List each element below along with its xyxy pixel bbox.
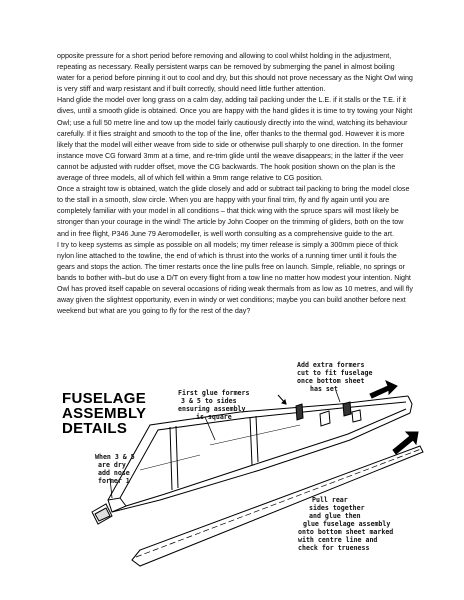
note-formers-line-1: Add extra formers xyxy=(297,361,365,369)
fuselage-side-assembly xyxy=(108,396,412,512)
paragraph-hand-glide: Hand glide the model over long grass on a calm day, adding tail packing under the L.E. if it stalls or the T.E. if it dives, until a smooth glide is obtained. Once you are happy with the hand glides it is time to try towing your Night Owl; use a full 50 metre line and tow up the model fairly cautiously directly into the wind, watching its behaviour carefully. If it flies straight and smooth to the top of the line, offer thanks to the thermal god. However it is more likely that the model will either weave from side to side or otherwise pull sharply to one direction. In the former instance move CG forward 3mm at a time, and re-trim glide until the weave disappears; in the latter if the veer cannot be adjusted with rudder offset, move the CG backwards. The hook position shown on the plan is the average of three models, all of which fell within a 9mm range relative to CG position. xyxy=(57,96,413,183)
note-nose-line-1: When 3 & 5 xyxy=(95,453,135,461)
note-pull-rear-line-7: check for trueness xyxy=(298,544,370,552)
note-first-glue-line-1: First glue formers xyxy=(178,389,250,397)
figure-title-line-1: FUSELAGE xyxy=(62,390,147,407)
note-formers-line-2: cut to fit fuselage xyxy=(297,369,373,377)
note-first-glue-line-4: is square xyxy=(196,413,232,421)
note-nose-line-3: add nose xyxy=(98,469,130,477)
paragraph-timer: I try to keep systems as simple as possible on all models; my timer release is simply a 300mm piece of thick nylon line attached to the towline, the end of which is thrust into the works of a running timer until it fouls the gears and stops the action. The timer restarts once the line pulls free on launch. Simple, reliable, no springs or bands to bother with–but do use a D/T on every flight from a tow line no matter how modest your intention. Night Owl has proved itself capable on several occasions of riding weak thermals from as low as 10 metres, and will fly away given the slightest opportunity, even in windy or wet conditions; maybe you can build another before next weekend but what are you going to fly for the rest of the day? xyxy=(57,240,413,316)
note-add-formers xyxy=(297,361,372,393)
note-pull-rear-line-1: Pull rear xyxy=(312,496,348,504)
note-first-glue-line-2: 3 & 5 to sides xyxy=(181,397,237,405)
note-pull-rear xyxy=(298,496,393,552)
nose-former xyxy=(92,504,112,524)
note-nose xyxy=(95,453,135,485)
note-pull-rear-line-5: onto bottom sheet marked xyxy=(298,528,394,536)
note-pull-rear-line-2: sides together xyxy=(309,504,365,512)
note-formers-line-3: once bottom sheet xyxy=(297,377,365,385)
paragraph-straight-tow: Once a straight tow is obtained, watch the glide closely and add or subtract tail packing to bring the model close to the stall in a smooth, slow circle. When you are happy with your final trim, fly and fly again until you are completely familiar with your model in all conditions – that thick wing with the spruce spars will most likely be stronger than your courage in the wind! The article by John Cooper on the trimming of gliders, both on the tow and in free flight, P346 June 79 Aeromodeller, is well worth consulting as a comprehensive guide to the art. xyxy=(57,185,410,238)
note-nose-line-2: are dry xyxy=(98,461,126,469)
note-pull-rear-line-6: with centre line and xyxy=(298,536,378,544)
note-pull-rear-line-3: and glue then xyxy=(309,512,361,520)
extra-formers xyxy=(296,402,361,426)
figure-title-line-2: ASSEMBLY xyxy=(62,405,147,422)
note-nose-line-4: former 1 xyxy=(98,477,130,485)
paragraph-warps: opposite pressure for a short period before removing and allowing to cool whilst holding in the adjustment, repeating as necessary. Really persistent warps can be removed by submerging the panel in almost boiling water for a period before pinning it out to cool and dry, but this should not prove necessary as the Night Owl wing is very stiff and warp resistant and if built correctly, should need little further attention. xyxy=(57,52,413,94)
note-first-glue xyxy=(178,389,249,421)
note-formers-line-4: has set xyxy=(310,385,338,393)
note-first-glue-line-3: ensuring assembly xyxy=(178,405,246,413)
figure-title-line-3: DETAILS xyxy=(62,420,128,437)
note-pull-rear-line-4: glue fuselage assembly xyxy=(303,520,391,528)
